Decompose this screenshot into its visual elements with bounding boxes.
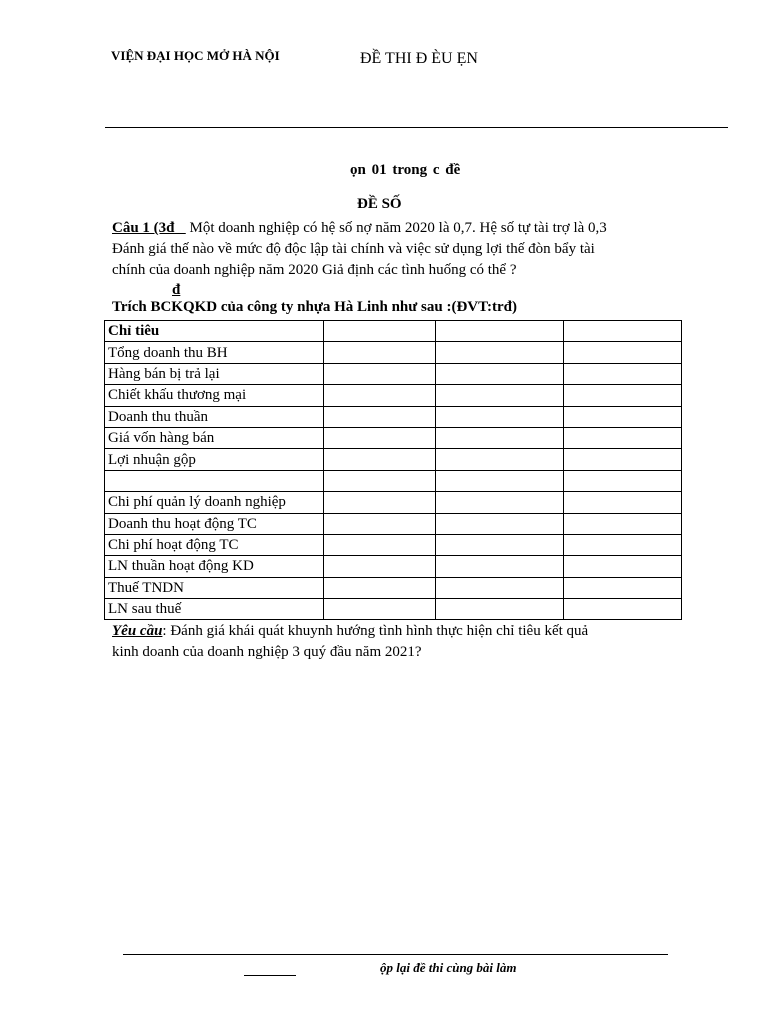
table-cell — [435, 534, 563, 555]
table-cell — [563, 406, 681, 427]
table-cell — [563, 513, 681, 534]
table-row — [105, 427, 682, 448]
table-row — [105, 513, 682, 534]
table-cell — [323, 599, 435, 620]
footer-divider — [123, 954, 668, 955]
row-label-cell: Giá vốn hàng bán — [105, 427, 324, 448]
table-cell — [563, 427, 681, 448]
table-cell — [435, 599, 563, 620]
table-cell — [435, 363, 563, 384]
table-row — [105, 406, 682, 427]
table-cell — [563, 321, 681, 342]
table-cell — [435, 492, 563, 513]
row-label-cell: LN thuần hoạt động KD — [105, 556, 324, 577]
table-cell — [563, 470, 681, 491]
row-label-cell — [105, 470, 324, 491]
table-cell — [563, 534, 681, 555]
exam-set-line: ọn 01 trong c đề — [350, 162, 461, 178]
table-cell — [323, 321, 435, 342]
row-label-cell: Chi phí quản lý doanh nghiệp — [105, 492, 324, 513]
table-cell — [435, 342, 563, 363]
requirement — [112, 621, 682, 663]
table-row — [105, 556, 682, 577]
table-row — [105, 599, 682, 620]
table-cell — [563, 599, 681, 620]
institution-name: VIỆN ĐẠI HỌC MỞ HÀ NỘI — [111, 48, 280, 63]
table-cell — [323, 342, 435, 363]
table-cell — [323, 363, 435, 384]
row-label-cell: LN sau thuế — [105, 599, 324, 620]
exam-number: ĐỀ SỐ — [357, 196, 402, 212]
table-cell — [435, 385, 563, 406]
table-cell — [323, 556, 435, 577]
footer-blank-line — [244, 975, 296, 976]
table-cell — [435, 406, 563, 427]
table-cell — [323, 577, 435, 598]
table-row — [105, 492, 682, 513]
table-cell — [323, 470, 435, 491]
table-cell — [323, 513, 435, 534]
row-label-cell: Doanh thu hoạt động TC — [105, 513, 324, 534]
table-cell — [435, 577, 563, 598]
table-row — [105, 342, 682, 363]
table-row — [105, 470, 682, 491]
footer-note: ộp lại đề thi cùng bài làm — [380, 960, 517, 975]
table-cell — [435, 470, 563, 491]
question-1-line3: chính của doanh nghiệp năm 2020 Giả định các tình huống có thể ? — [112, 262, 517, 278]
row-label-cell: Hàng bán bị trả lại — [105, 363, 324, 384]
table-cell — [435, 321, 563, 342]
row-label-cell: Doanh thu thuần — [105, 406, 324, 427]
question-2-intro: Trích BCKQKD của công ty nhựa Hà Linh như sau :(ĐVT:trđ) — [112, 299, 517, 315]
row-label-cell: Lợi nhuận gộp — [105, 449, 324, 470]
row-label-cell: Thuế TNDN — [105, 577, 324, 598]
table-cell — [563, 556, 681, 577]
table-cell — [323, 492, 435, 513]
table-cell — [563, 363, 681, 384]
requirement-line1: : Đánh giá khái quát khuynh hướng tình hình thực hiện chỉ tiêu kết quả — [162, 623, 589, 639]
row-label-cell: Tổng doanh thu BH — [105, 342, 324, 363]
table-cell — [323, 385, 435, 406]
row-label-cell: Chi phí hoạt động TC — [105, 534, 324, 555]
exam-title: ĐỀ THI Đ ÈU ẸN — [360, 50, 478, 67]
table-cell — [323, 406, 435, 427]
row-label-cell: Chiết khấu thương mại — [105, 385, 324, 406]
table-cell — [323, 534, 435, 555]
table-row — [105, 534, 682, 555]
table-row — [105, 363, 682, 384]
table-header-cell: Chỉ tiêu — [105, 321, 324, 342]
question-1-line1: Một doanh nghiệp có hệ số nợ năm 2020 là 0,7. Hệ số tự tài trợ là 0,3 — [189, 220, 607, 236]
table-cell — [435, 449, 563, 470]
table-header-row — [105, 321, 682, 342]
table-cell — [435, 427, 563, 448]
table-cell — [323, 427, 435, 448]
income-statement-table — [104, 320, 682, 620]
table-cell — [435, 513, 563, 534]
table-cell — [435, 556, 563, 577]
table-row — [105, 577, 682, 598]
question-1-line2: Đánh giá thế nào về mức độ độc lập tài chính và việc sử dụng lợi thế đòn bẩy tài — [112, 241, 595, 257]
table-cell — [563, 385, 681, 406]
question-2-label: đ — [172, 282, 181, 298]
table-row — [105, 449, 682, 470]
table-cell — [563, 577, 681, 598]
table-row — [105, 385, 682, 406]
table-cell — [563, 449, 681, 470]
table-cell — [323, 449, 435, 470]
requirement-line2: kinh doanh của doanh nghiệp 3 quý đầu năm 2021? — [112, 644, 422, 660]
requirement-label: Yêu cầu — [112, 623, 163, 639]
question-1 — [112, 218, 682, 281]
question-1-label: Câu 1 (3đ — [112, 220, 175, 236]
header-divider — [105, 127, 728, 128]
table-cell — [563, 342, 681, 363]
table-cell — [563, 492, 681, 513]
